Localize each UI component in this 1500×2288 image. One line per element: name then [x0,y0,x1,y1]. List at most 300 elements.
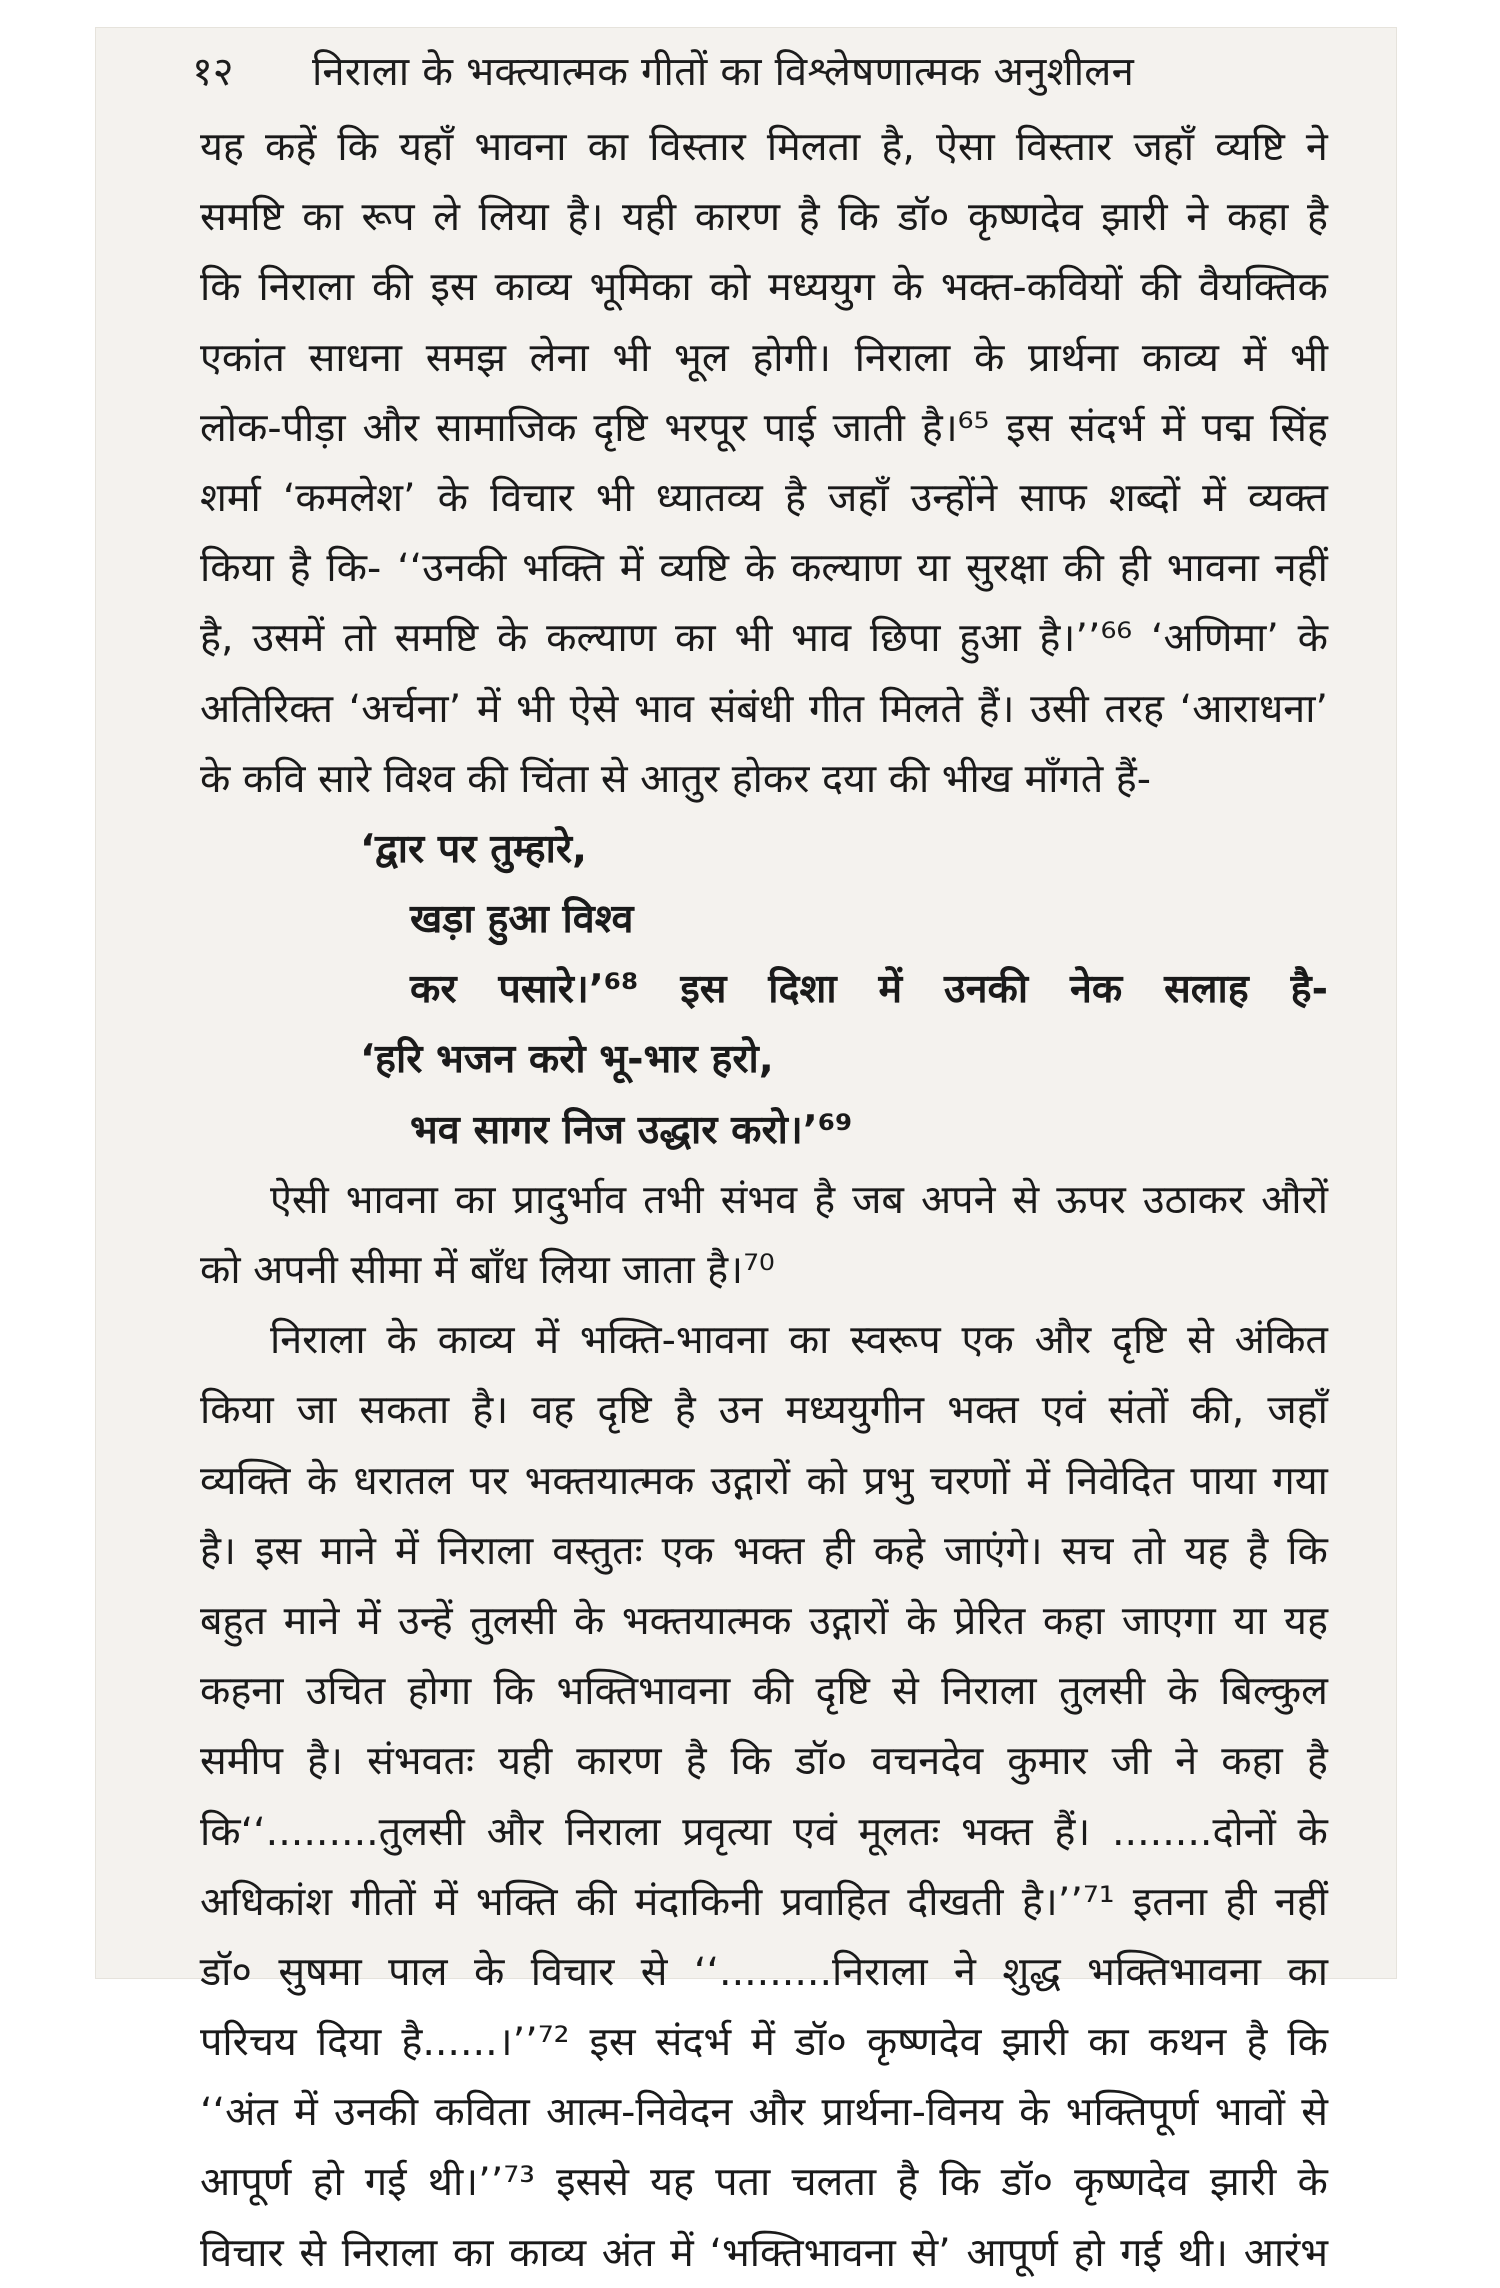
word: जहाँ [828,474,889,521]
word: सामाजिक [435,404,577,451]
word: शर्मा [200,474,261,521]
word: है [784,474,806,521]
word: की [1140,264,1181,311]
word: प्रेरित [953,1597,1026,1644]
text-line [200,1797,1328,1867]
word: वैयक्तिक [1198,264,1328,311]
verse-word: कर [410,966,457,1013]
word: है। [200,1527,236,1574]
word: संभवतः [367,1738,475,1785]
word: या [916,545,951,592]
word: जाएंगे। [944,1527,1043,1574]
word: मध्ययुग [768,264,875,311]
word: डॉ० [897,194,950,241]
word: ‘कमलेश’ [282,474,416,521]
word: हो [312,2159,344,2206]
text-line [200,1516,1328,1586]
word: में [476,685,501,732]
text-line [200,2007,1328,2077]
text-line [200,2218,1328,2288]
word: माने [283,1597,340,1644]
word: के [905,1597,937,1644]
word: वचनदेव [871,1738,984,1785]
word: ऐसी [270,1176,329,1223]
word: भरपूर [664,404,747,451]
text-line [200,252,1328,322]
word: में [1161,404,1185,451]
word: है।’’⁶⁶ [1039,615,1133,662]
word: कहें [265,124,317,170]
text-line [200,1726,1328,1796]
word: के [437,474,468,521]
word: गई [1120,2229,1162,2276]
word: भक्तयात्मक [524,1457,695,1504]
text-line [200,603,1328,673]
word: पाल [388,1948,448,1995]
word: समझ [425,334,506,381]
word: डॉ० [1001,2159,1053,2206]
word: आपूर्ण [200,2159,292,2206]
word: में [1202,474,1226,521]
word: पाया [1190,1457,1257,1504]
word: बहुत [200,1597,267,1644]
word: परिचय [200,2019,297,2066]
word: उद्गारों [710,1457,790,1504]
word: दिया [316,2019,382,2066]
word: कि- [326,545,382,592]
word: तुलसी [470,1597,557,1644]
word: गई [364,2159,407,2206]
word: आपूर्ण [966,2229,1058,2276]
word: भी [734,615,773,662]
verse-word: इस [680,966,727,1013]
word: शुद्ध [1002,1948,1061,1995]
word: उन्हें [398,1597,453,1644]
word: ‘अणिमा’ [1150,615,1279,662]
word: में [1242,334,1267,381]
verse-word: दिशा [768,966,837,1013]
text-line [200,1375,1328,1445]
word: का [454,1176,496,1223]
word: अधिकांश [200,1878,333,1925]
word: सच [1061,1527,1114,1574]
word: ........दोनों [1112,1808,1276,1855]
word: के [1297,2159,1328,2206]
word: भक्त [947,1387,1019,1434]
word: कि [730,1738,772,1785]
word: वस्तुतः [552,1527,643,1574]
word: होगी। [752,334,831,381]
verse-line: ‘द्वार पर तुम्हारे, [360,825,588,872]
text-line [200,1867,1328,1937]
word: की [1063,545,1104,592]
word: संदर्भ [655,2019,732,2066]
word: निराला [854,334,951,381]
page-number: १२ [192,48,234,95]
word: जाएगा [1121,1597,1216,1644]
word: गया [1272,1457,1328,1504]
word: है, [881,124,915,170]
word: माने [320,1527,376,1574]
word: कि‘‘.........तुलसी [200,1808,465,1855]
word: निराला [437,1527,534,1574]
word: पता [715,2159,771,2206]
word: और [486,1808,544,1855]
word: का [452,2229,494,2276]
text-line [200,1937,1328,2007]
word: का [1287,1948,1328,1995]
word: अतिरिक्त [200,685,333,732]
word: दृष्टि [593,404,648,451]
word: यह [650,2159,694,2206]
word: धरातल [353,1457,454,1504]
verse-word: पसारे।’⁶⁸ [498,966,639,1013]
word: आरंभ [1243,2229,1328,2276]
word: दृष्टि [815,1668,870,1715]
word: छिपा [869,615,941,662]
verse-line [200,954,1328,1024]
word: है [685,1738,707,1785]
word: ही [1119,545,1151,592]
word: से [1301,2089,1328,2136]
word: सुषमा [278,1948,362,1995]
word: के [744,545,776,592]
word: से [640,1948,668,1995]
word: व्यष्टि [659,545,729,592]
word: कहा [1042,1597,1105,1644]
word: अपने [920,1176,996,1223]
word: पाई [763,404,816,451]
verse-word: नेक [1069,966,1123,1013]
word: मूलतः [858,1808,940,1855]
word: समष्टि [394,615,479,662]
page-body-text [200,112,1328,2288]
word: जब [852,1176,904,1223]
word: डॉ० [795,1738,848,1785]
word: बिल्कुल [1220,1668,1328,1715]
word: हो [1073,2229,1105,2276]
word: से [1187,1317,1214,1364]
text-line [200,1586,1328,1656]
word: निराला [941,1668,1037,1715]
word: व्यक्ति [200,1457,291,1504]
word: को [709,264,751,311]
word: एक [961,1317,1014,1364]
word: थी। [1177,2229,1229,2276]
word: भावों [1214,2089,1285,2136]
word: उन [718,1387,763,1434]
word: ऊपर [1056,1176,1126,1223]
word: के [473,1948,505,1995]
word: ऐसे [569,685,619,732]
word: संबंधी [709,685,794,732]
text-line [200,393,1328,463]
word: है [897,2159,919,2206]
word: को [806,1457,847,1504]
word: कहना [200,1668,284,1715]
word: कथन [1148,2019,1227,2066]
word: के [892,264,923,311]
text-line [200,2147,1328,2217]
word: में [1026,1457,1050,1504]
word: ने [1175,1738,1198,1785]
word: विचार [530,1948,615,1995]
word: ध्यातव्य [655,474,763,521]
word: कि [838,194,879,241]
text-line [200,112,1328,182]
word: है [798,194,820,241]
word: कहा [1226,194,1289,241]
word: है [1247,1527,1269,1574]
word: का [788,1317,830,1364]
word: तरह [1104,685,1165,732]
word: विचार [490,474,574,521]
text-line [200,1656,1328,1726]
word: इससे [556,2159,629,2206]
word: में [356,1597,381,1644]
word: या [1233,1597,1267,1644]
word: निराला [258,264,355,311]
verse-line: खड़ा हुआ विश्व [410,896,634,943]
word: पर [469,1457,509,1504]
word: भाव [633,685,694,732]
word: विचार [200,2229,284,2276]
word: भूल [674,334,729,381]
word: ने [1186,194,1209,241]
word: जी [1111,1738,1152,1785]
word: से [892,1668,919,1715]
word: विस्तार [1015,124,1113,170]
word: के [386,1317,417,1364]
word: भक्त [961,1808,1033,1855]
word: प्रादुर्भाव [512,1176,627,1223]
word: है [289,545,311,592]
word: उसी [1030,685,1089,732]
word: कि [337,124,378,170]
word: भावना [1166,545,1259,592]
word: काव्य [437,1317,515,1364]
running-title: निराला के भक्त्यात्मक गीतों का विश्लेषणात्मक अनुशीलन [312,48,1135,95]
word: के [1019,2089,1050,2136]
word: में [751,2019,775,2066]
word: के [306,1457,338,1504]
word: अंकित [1234,1317,1328,1364]
word: डॉ० [794,2019,847,2066]
word: के [973,334,1005,381]
word: काव्य [1141,334,1219,381]
word: यहाँ [399,124,454,170]
word: तो [1132,1527,1166,1574]
paragraph-first-line [200,1165,1328,1235]
word: एवं [792,1808,837,1855]
word: भूमिका [589,264,692,311]
word: जाती [832,404,905,451]
word: लिया [478,194,549,241]
word: तुलसी [1058,1668,1146,1715]
verse-word: है- [1290,966,1328,1013]
word: कहे [873,1527,925,1574]
word: से [1012,1176,1040,1223]
word: तभी [643,1176,704,1223]
word: एक [661,1527,714,1574]
word: कि [939,2159,980,2206]
text-line [200,182,1328,252]
word: ‘‘.........निराला [693,1948,928,1995]
word: उन्होंने [910,474,998,521]
word: काव्य [509,2229,587,2276]
verse-word: सलाह [1164,966,1249,1013]
word: गीत [809,685,865,732]
word: के [1297,615,1328,662]
word: झारी [1101,194,1168,241]
word: जहाँ [1133,124,1194,170]
word: लेना [529,334,589,381]
word: तो [343,615,376,662]
word: काव्य [494,264,572,311]
verse-word: उनकी [943,966,1029,1013]
text-line [200,323,1328,393]
word: यह [200,124,244,170]
word: हुआ [959,615,1021,662]
word: चलता [791,2159,877,2206]
word: है। [567,194,604,241]
word: यही [621,194,677,241]
word: है। [307,1738,344,1785]
word: ‘‘अंत [200,2089,278,2136]
word: ‘‘उनकी [397,545,507,592]
word: इतना [1132,1878,1207,1925]
word: व्यक्त [1247,474,1328,521]
word: यह [1284,1597,1328,1644]
word: स्वरूप [850,1317,941,1364]
word: कि [1287,2019,1328,2066]
word: उसमें [252,615,325,662]
word: इस [1006,404,1053,451]
word: लोक-पीड़ा [200,404,346,451]
word: में [394,1527,419,1574]
word: कविता [434,2089,530,2136]
word: है [814,1176,836,1223]
word: प्रभु [863,1457,914,1504]
word: हैं। [978,685,1015,732]
word: के [497,615,528,662]
word: ने [1305,124,1328,170]
word: ‘अर्चना’ [348,685,462,732]
word: से’ [911,2229,951,2276]
paragraph-first-line [200,1305,1328,1375]
word: अंत [601,2229,655,2276]
word: उनकी [334,2089,419,2136]
word: की, [1191,1387,1245,1434]
text-line: के कवि सारे विश्व की चिंता से आतुर होकर दया की भीख माँगते हैं- [200,755,1152,802]
word: निवेदित [1066,1457,1175,1504]
word: की [575,1878,617,1925]
page-header [192,34,1322,104]
word: इस [430,264,477,311]
word: के [573,1597,605,1644]
word: भक्ति-भावना [579,1317,768,1364]
word: का [587,124,629,170]
word: भावना [474,124,567,170]
word: होगा [407,1668,472,1715]
text-line [200,533,1328,603]
word: कारण [694,194,781,241]
word: सुरक्षा [965,545,1048,592]
word: भक्त-कवियों [940,264,1123,311]
word: भक्तयात्मक [621,1597,792,1644]
word: भी [1289,334,1328,381]
word: किया [200,545,274,592]
word: का [302,194,343,241]
word: मध्ययुगीन [785,1387,925,1434]
word: है......।’’⁷² [401,2019,570,2066]
word: मंदाकिनी [634,1878,763,1925]
word: के [1297,1808,1328,1855]
book-page [96,28,1396,2276]
word: औरों [1261,1176,1328,1223]
word: का [1088,2019,1129,2066]
word: भक्तिभावना [556,1668,731,1715]
word: कृष्णदेव [866,2019,982,2066]
word: में [535,1317,560,1364]
word: से [299,2229,327,2276]
word: कि [493,1668,535,1715]
word: साफ [1019,474,1087,521]
word: नहीं [1274,545,1328,592]
word: और [1034,1317,1092,1364]
word: नहीं [1274,1878,1328,1925]
word: ही [823,1527,855,1574]
word: डॉ० [200,1948,252,1995]
word: प्रवृत्या [682,1808,772,1855]
word: भी [612,334,651,381]
word: दृष्टि [597,1387,652,1434]
word: एकांत [200,334,285,381]
word: भी [595,474,634,521]
word: कारण [576,1738,662,1785]
word: हैं। [1054,1808,1091,1855]
text-line [200,2077,1328,2147]
word: साधना [308,334,403,381]
word: यह [1184,1527,1229,1574]
word: सिंह [1270,404,1328,451]
word: इस [589,2019,636,2066]
word: भाव [791,615,852,662]
word: संदर्भ [1069,404,1145,451]
word: भक्ति [475,1878,558,1925]
word: यही [498,1738,553,1785]
word: भक्ति [522,545,604,592]
word: है [1246,2019,1268,2066]
word: थी।’’⁷³ [427,2159,535,2206]
word: ‘भक्तिभावना [709,2229,896,2276]
word: ने [953,1948,976,1995]
word: में [294,2089,318,2136]
word: एवं [1041,1387,1086,1434]
word: और [362,404,420,451]
word: इस [255,1527,302,1574]
word: भावना [345,1176,438,1223]
word: संतों [1108,1387,1169,1434]
word: ही [1225,1878,1257,1925]
word: उठाकर [1142,1176,1245,1223]
word: भी [516,685,555,732]
verse-word: में [878,966,903,1013]
word: भक्तिपूर्ण [1065,2089,1199,2136]
word: ले [433,194,460,241]
word: व्यष्टि [1215,124,1285,170]
verse-line: भव सागर निज उद्धार करो।’⁶⁹ [410,1106,853,1153]
